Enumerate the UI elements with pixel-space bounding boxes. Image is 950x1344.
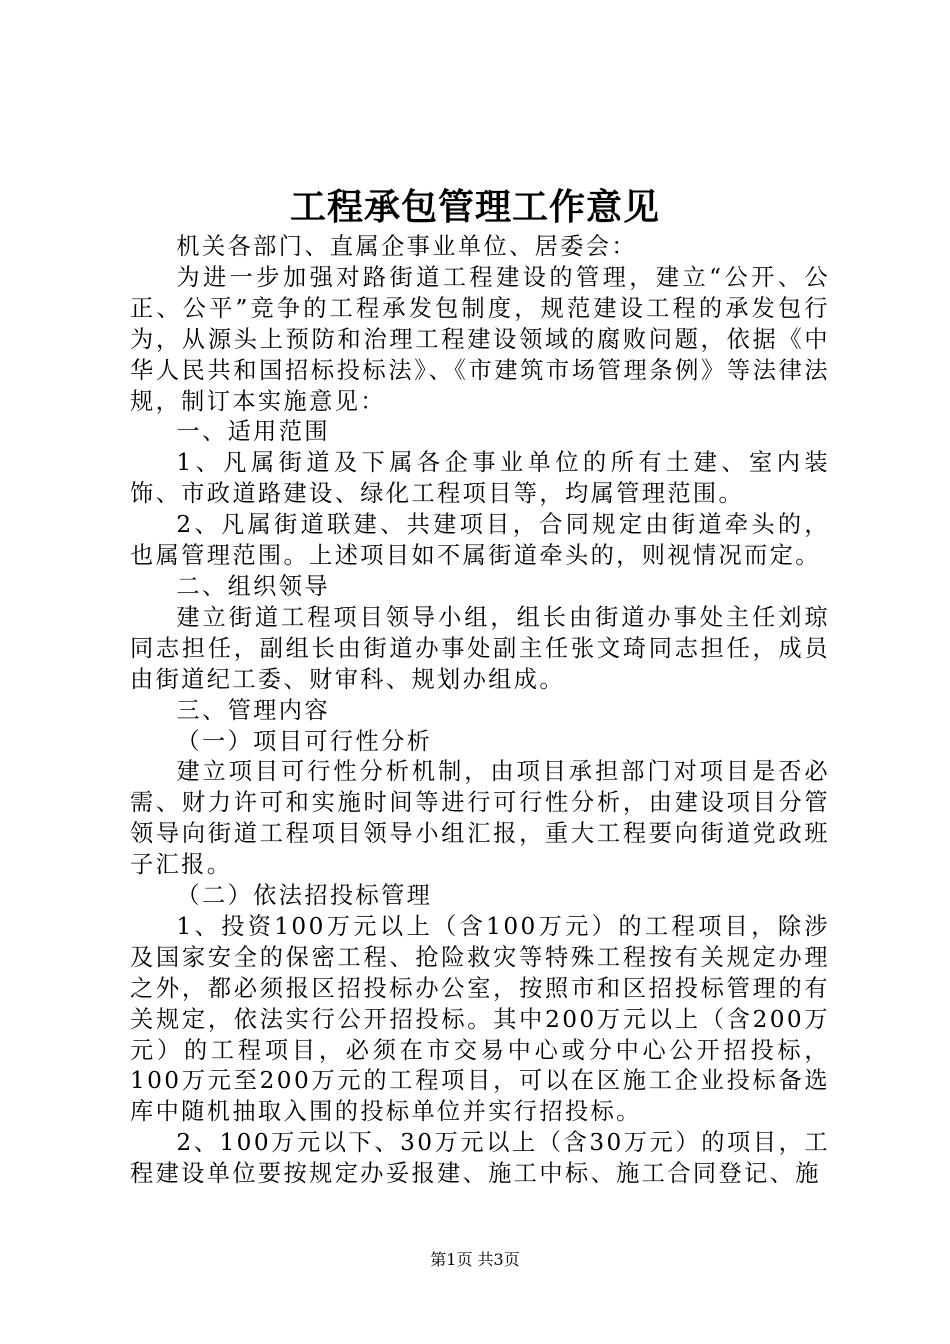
paragraph-salutation: 机关各部门、直属企事业单位、居委会： — [176, 233, 637, 260]
subheading-bidding: （二）依法招投标管理 — [176, 882, 433, 910]
subheading-feasibility: （一）项目可行性分析 — [176, 727, 433, 755]
document-title: 工程承包管理工作意见 — [289, 186, 660, 228]
page-footer: 第1页 共3页 — [430, 1250, 520, 1269]
paragraph-feasibility: 建立项目可行性分析机制，由项目承担部门对项目是否必需、财力许可和实施时间等进行可行性分析，由建设项目分管领导向街道工程项目领导小组汇报，重大工程要向街道党政班子汇报。 — [130, 758, 830, 879]
heading-scope: 一、适用范围 — [176, 418, 330, 446]
paragraph-intro: 为进一步加强对路街道工程建设的管理，建立“公开、公正、公平”竞争的工程承发包制度，规范建设工程的承发包行为，从源头上预防和治理工程建设领域的腐败问题，依据《中华人民共和国招标投标法》、《市建筑市场管理条例》等法律法规，制订本实施意见： — [130, 263, 830, 415]
heading-management: 三、管理内容 — [176, 696, 330, 724]
paragraph-bidding-1: 1、投资100万元以上（含100万元）的工程项目，除涉及国家安全的保密工程、抢险救灾等特殊工程按有关规定办理之外，都必须报区招投标办公室，按照市和区招投标管理的有关规定，依法实行公开招投标。其中200万元以上（含200万元）的工程项目，必须在市交易中心或分中心公开招投标，100万元至200万元的工程项目，可以在区施工企业投标备选库中随机抽取入围的投标单位并实行招投标。 — [130, 912, 830, 1126]
heading-leadership: 二、组织领导 — [176, 572, 330, 600]
paragraph-scope-2: 2、凡属街道联建、共建项目，合同规定由街道牵头的，也属管理范围。上述项目如不属街道牵头的，则视情况而定。 — [130, 511, 830, 570]
paragraph-bidding-2: 2、100万元以下、30万元以上（含30万元）的项目，工程建设单位要按规定办妥报建、施工中标、施工合同登记、施 — [130, 1129, 830, 1188]
paragraph-scope-1: 1、凡属街道及下属各企事业单位的所有土建、室内装饰、市政道路建设、绿化工程项目等，均属管理范围。 — [130, 449, 830, 508]
paragraph-leadership: 建立街道工程项目领导小组，组长由街道办事处主任刘琼同志担任，副组长由街道办事处副主任张文琦同志担任，成员由街道纪工委、财审科、规划办组成。 — [130, 603, 830, 693]
document-body — [130, 232, 830, 1190]
